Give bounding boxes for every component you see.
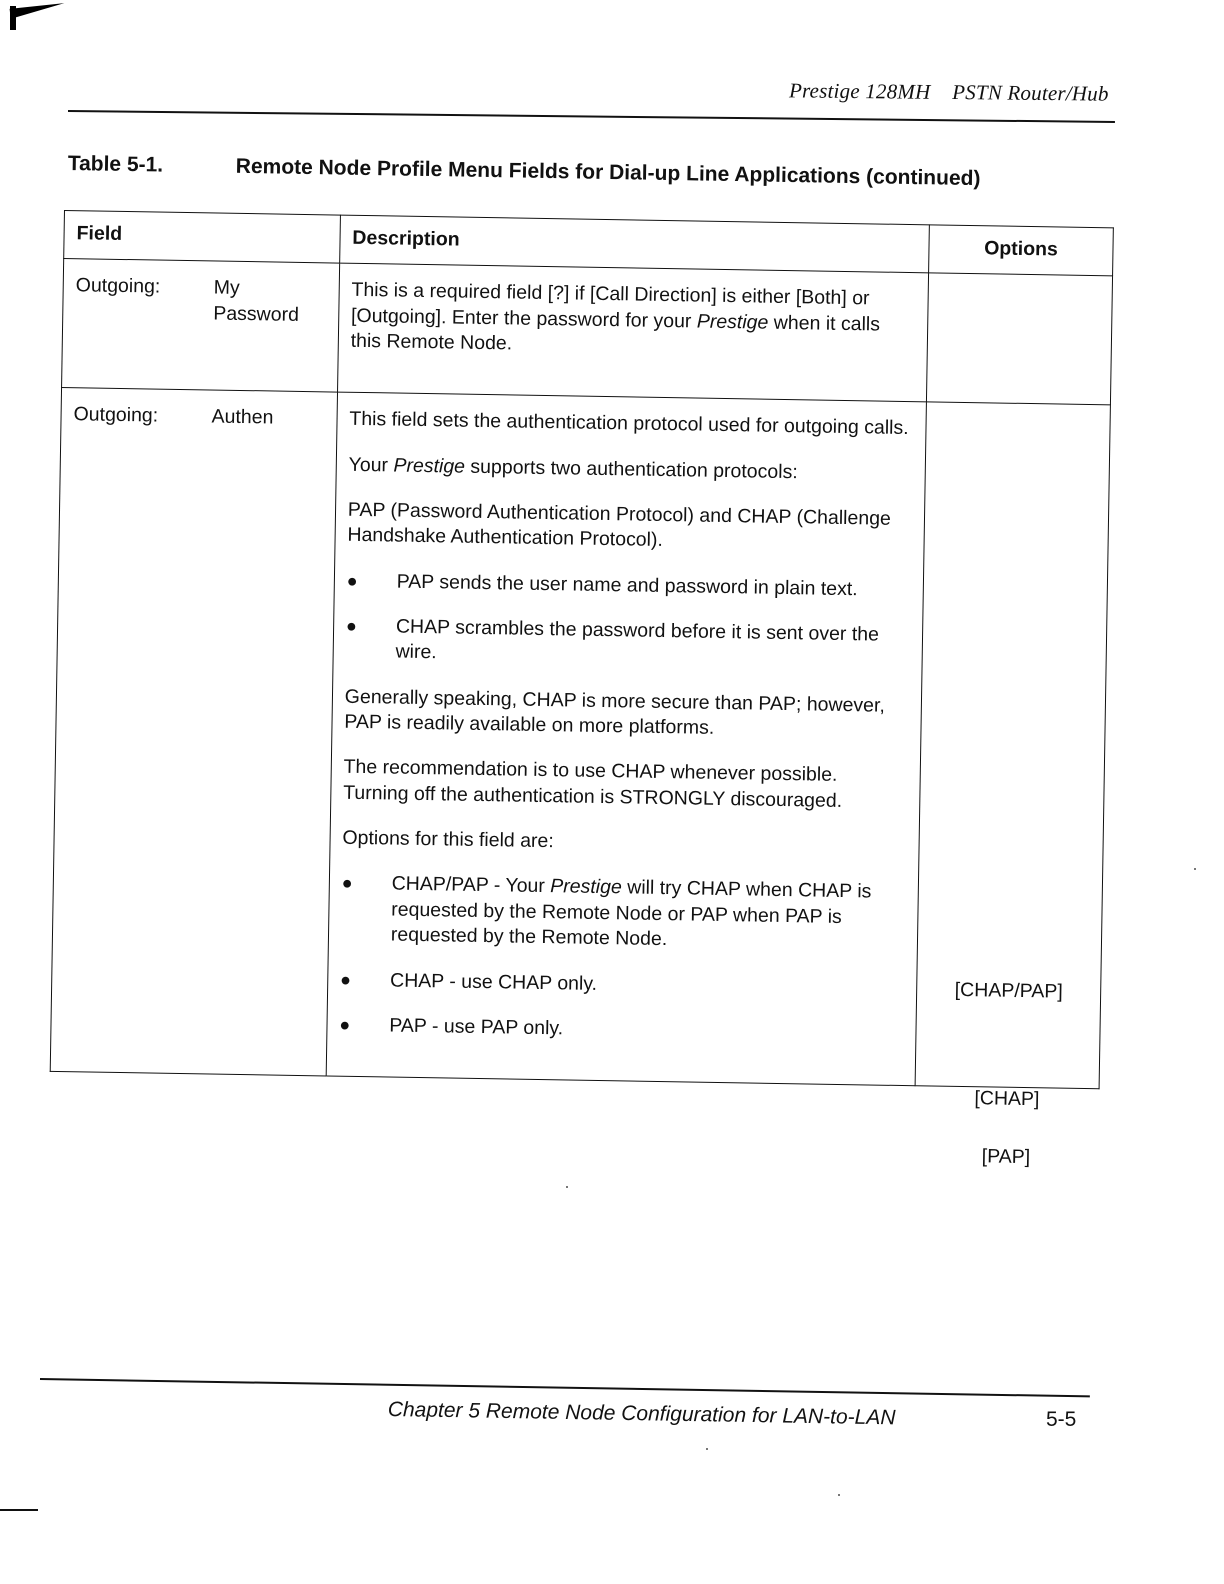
description-paragraph: This is a required field [?] if [Call Direction] is either [Both] or [Outgoing]. Enter the password for your Prestige when it calls this Remote Node. [350,279,881,355]
header-rule [68,110,1115,123]
field-name [213,276,299,328]
bullet-text: CHAP scrambles the password before it is sent over the wire. [395,615,880,664]
table-caption [68,152,1108,193]
field-table [50,210,1114,1169]
scan-corner-mark [10,3,66,19]
page-number: 5-5 [1046,1408,1077,1431]
product-name: Prestige [550,875,622,899]
field-cell [62,259,340,393]
field-name: Authen [211,405,274,429]
description-paragraph: This field sets the authentication protocol used for outgoing calls. [349,408,909,440]
bullet-text: PAP sends the user name and password in plain text. [396,570,858,600]
option-value: [CHAP] [974,1087,1040,1111]
scan-speck [1194,868,1196,870]
scan-corner-mark-bottom [0,1509,38,1511]
bullet-icon: ● [346,570,358,591]
description-paragraph: PAP (Password Authentication Protocol) and CHAP (Challenge Handshake Authentication Protocol). [347,498,892,552]
field-name-line: My [213,276,240,300]
table-caption-title: Remote Node Profile Menu Fields for Dial-up Line Applications (continued) [235,154,981,191]
column-header-options: Options [929,225,1114,276]
column-header-description: Description [339,215,929,273]
bullet-item [346,568,911,603]
options-cell [927,273,1113,405]
footer-chapter-title: Chapter 5 Remote Node Configuration for LAN-to-LAN [387,1398,896,1430]
footer-rule [40,1378,1090,1397]
bullet-icon: ● [345,615,357,636]
bullet-icon: ● [339,969,352,990]
scan-speck [566,1186,568,1188]
column-header-field: Field [64,211,341,264]
option-value: [CHAP/PAP] [954,979,1063,1004]
description-paragraph: Generally speaking, CHAP is more secure than PAP; however, PAP is readily available on more platforms. [344,685,886,739]
bullet-item-option [340,967,905,1002]
bullet-text: CHAP - use CHAP only. [389,969,598,995]
option-value: [PAP] [981,1145,1031,1169]
table-caption-number: Table 5-1. [67,152,164,177]
description-paragraph: The recommendation is to use CHAP whenever possible. Turning off the authentication is STRONGLY discouraged. [343,756,843,812]
description-paragraph: Your Prestige supports two authentication protocols: [348,453,798,483]
bullet-item-option [339,1013,904,1048]
field-prefix: Outgoing: [75,274,161,298]
description-cell [326,392,927,1086]
bullet-icon: ● [339,1014,351,1035]
bullet-item [345,614,910,674]
product-name: Prestige [696,310,769,334]
bullet-text: CHAP/PAP - Your Prestige will try CHAP when CHAP is requested by the Remote Node or PAP when PAP is requested by the Remote Node. [390,872,872,951]
bullet-icon: ● [341,873,353,894]
scan-speck [838,1494,840,1496]
description-paragraph: Options for this field are: [342,826,554,853]
field-cell [50,388,337,1076]
scan-speck [706,1448,708,1450]
bullet-item-option [341,871,906,956]
product-name: Prestige [393,454,466,478]
table-row [50,388,1110,1089]
field-prefix: Outgoing: [73,403,159,427]
options-cell [915,402,1110,1169]
scan-corner-mark-stem [10,6,16,30]
description-cell [337,263,928,402]
running-header: Prestige 128MH PSTN Router/Hub [789,78,1110,106]
field-name-line: Password [213,302,300,326]
table-row [62,259,1113,405]
bullet-text: PAP - use PAP only. [389,1014,564,1040]
